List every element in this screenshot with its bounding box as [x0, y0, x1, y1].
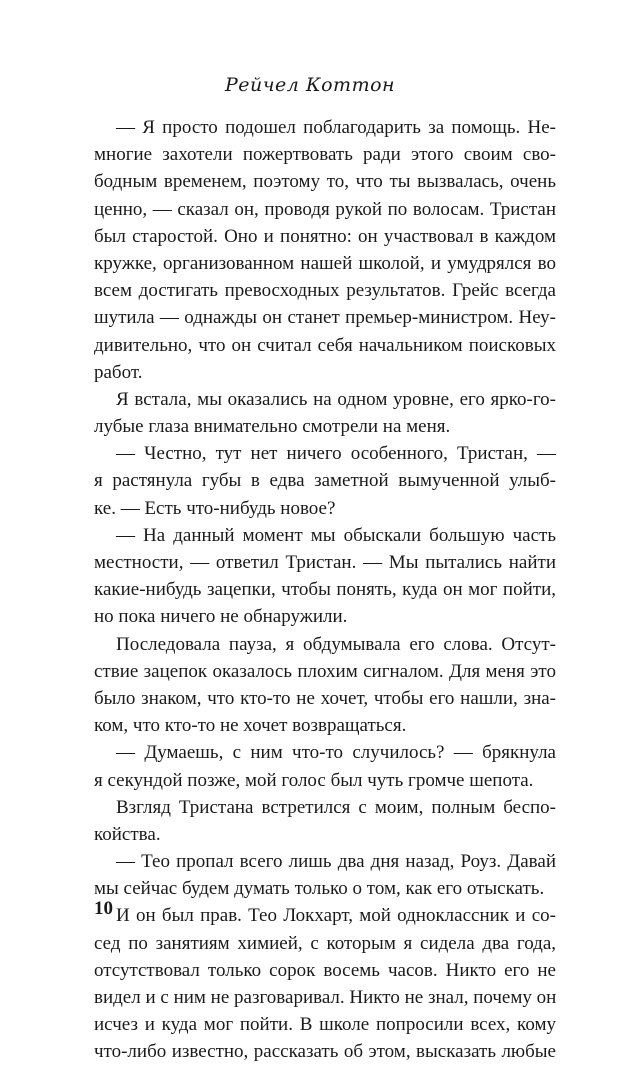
text-line: — Честно, тут нет ничего особенного, Тристан, — — [116, 443, 556, 465]
text-line: что-либо известно, рассказать об этом, высказать любые — [94, 1041, 556, 1063]
text-line: лубые глаза внимательно смотрели на меня. — [94, 416, 451, 438]
text-line: я секундой позже, мой голос был чуть громче шепота. — [94, 769, 534, 791]
running-head-author: Рейчел Коттон — [224, 74, 396, 96]
text-line: был старостой. Оно и понятно: он участвовал в каждом — [94, 225, 556, 247]
text-line: было знаком, что кто-то не хочет, чтобы его нашли, зна- — [94, 687, 556, 709]
text-line: Последовала пауза, я обдумывала его слова. Отсут- — [116, 633, 556, 655]
text-line: отсутствовал только сорок восемь часов. Никто его не — [94, 959, 556, 981]
text-line: ком, что кто-то не хочет возвращаться. — [94, 715, 407, 737]
text-line: Взгляд Тристана встретился с моим, полным беспо- — [116, 796, 556, 818]
text-line: дивительно, что он считал себя начальником поисковых — [94, 334, 556, 356]
text-line: сед по занятиям химией, с которым я сидела два года, — [94, 932, 556, 954]
text-line: бодным временем, поэтому то, что ты вызвалась, очень — [94, 171, 556, 193]
page-number: 10 — [94, 898, 113, 919]
text-line: видел и с ним не разговаривал. Никто не знал, почему он — [94, 987, 556, 1008]
text-line: мы сейчас будем думать только о том, как его отыскать. — [94, 878, 545, 900]
text-line: всем достигать превосходных результатов. Грейс всегда — [94, 280, 556, 302]
text-line: какие-нибудь зацепки, чтобы понять, куда он мог пойти, — [94, 579, 556, 601]
text-line: И он был прав. Тео Локхарт, мой одноклассник и со- — [116, 905, 556, 927]
text-line: работ. — [94, 361, 143, 383]
text-line: но пока ничего не обнаружили. — [94, 606, 348, 628]
body-text — [94, 114, 556, 1066]
text-line: ствие зацепок оказалось плохим сигналом. Для меня это — [94, 660, 556, 682]
text-line: ке. — Есть что-нибудь новое? — [94, 497, 336, 519]
text-line: койства. — [94, 823, 161, 845]
text-line: исчез и куда мог пойти. В школе попросили всех, кому — [94, 1014, 556, 1036]
text-line: я растянула губы в едва заметной вымученной улыб- — [94, 470, 556, 492]
text-line: местности, — ответил Тристан. — Мы пытались найти — [94, 552, 556, 573]
text-line: многие захотели пожертвовать ради этого своим сво- — [94, 144, 556, 166]
text-line: кружке, организованном нашей школой, и умудрялся во — [94, 252, 556, 274]
text-line: ценно, — сказал он, проводя рукой по волосам. Тристан — [94, 198, 556, 220]
text-line: шутила — однажды он станет премьер-министром. Неу- — [94, 307, 556, 329]
text-line: — Тео пропал всего лишь два дня назад, Роуз. Давай — [116, 851, 556, 873]
text-line: — Я просто подошел поблагодарить за помощь. Не- — [116, 117, 556, 138]
text-line: — Думаешь, с ним что-то случилось? — брякнула — [116, 742, 556, 764]
text-line: — На данный момент мы обыскали большую часть — [116, 524, 556, 546]
text-line: Я встала, мы оказались на одном уровне, его ярко-го- — [116, 388, 556, 410]
